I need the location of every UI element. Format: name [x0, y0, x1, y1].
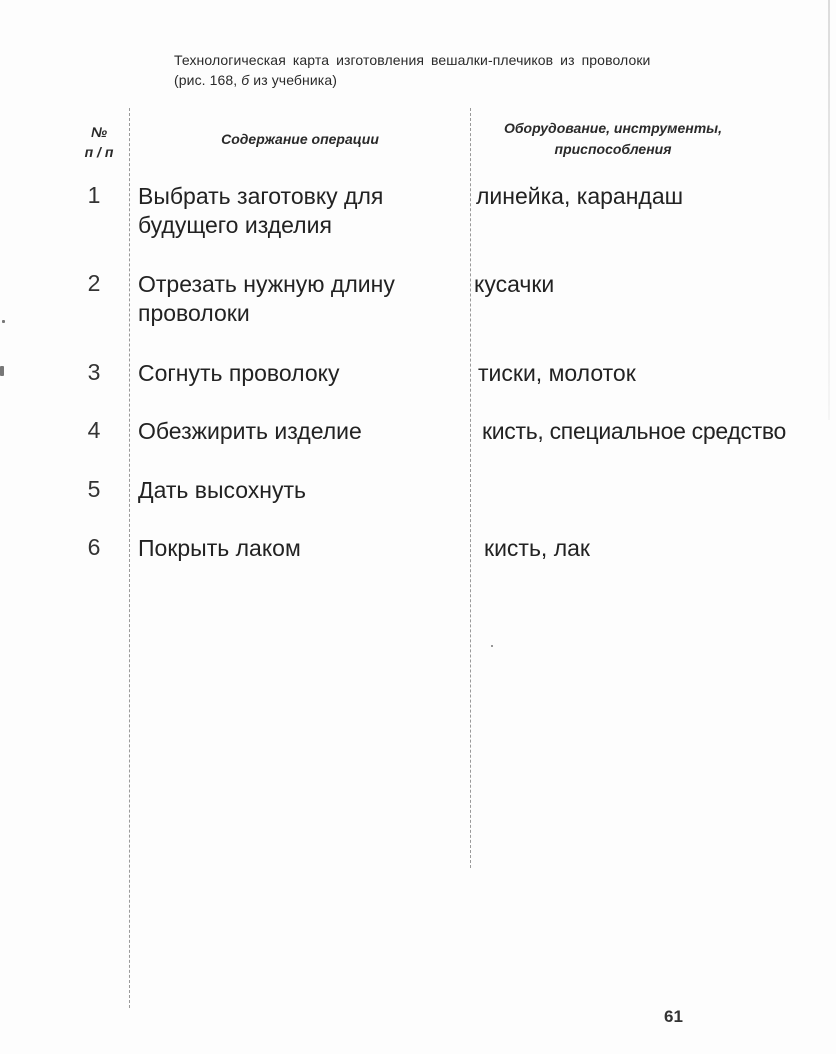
column-divider-2 — [470, 108, 471, 868]
row-4-tools: кисть, специальное средство — [482, 418, 787, 444]
row-5-operation: Дать высохнуть — [138, 477, 307, 503]
row-4-number: 4 — [87, 417, 101, 443]
header-number-sign: № — [90, 124, 108, 140]
row-2-tools: кусачки — [474, 271, 555, 297]
title-line-1: Технологическая карта изготовления вешалки-плечиков из проволоки — [174, 52, 651, 68]
row-1-tools: линейка, карандаш — [476, 183, 684, 209]
row-1-number: 1 — [87, 182, 101, 208]
row-1-operation: Выбрать заготовку для будущего изделия — [138, 183, 384, 238]
row-3-tools: тиски, молоток — [478, 360, 636, 386]
header-tools-line-1: Оборудование, инструменты, — [503, 120, 723, 136]
scan-speck — [2, 320, 5, 323]
row-5-number: 5 — [87, 476, 101, 502]
scan-edge — [828, 0, 830, 420]
row-6-number: 6 — [87, 534, 101, 560]
row-4-operation: Обезжирить изделие — [138, 418, 362, 444]
page-title — [174, 50, 774, 90]
header-number-abbr: п / п — [84, 144, 114, 160]
row-2-number: 2 — [87, 270, 101, 296]
header-number — [76, 122, 122, 162]
header-tools-line-2: приспособления — [554, 141, 672, 157]
title-line-2-end: из учебника) — [249, 72, 337, 88]
title-line-2 — [174, 70, 774, 90]
title-line-2-start: (рис. 168, — [174, 72, 242, 88]
scan-speck — [491, 645, 493, 647]
row-3-operation: Согнуть проволоку — [138, 360, 340, 386]
column-divider-1 — [129, 108, 130, 1008]
row-2-operation: Отрезать нужную длину проволоки — [138, 271, 395, 326]
scan-speck — [0, 366, 4, 376]
title-figure-letter: б — [241, 72, 250, 88]
row-6-tools: кисть, лак — [484, 535, 590, 561]
row-6-operation: Покрыть лаком — [138, 535, 301, 561]
header-tools — [478, 118, 748, 160]
page-number: 61 — [664, 1007, 683, 1026]
row-3-number: 3 — [87, 359, 101, 385]
header-operation: Содержание операции — [221, 131, 379, 147]
